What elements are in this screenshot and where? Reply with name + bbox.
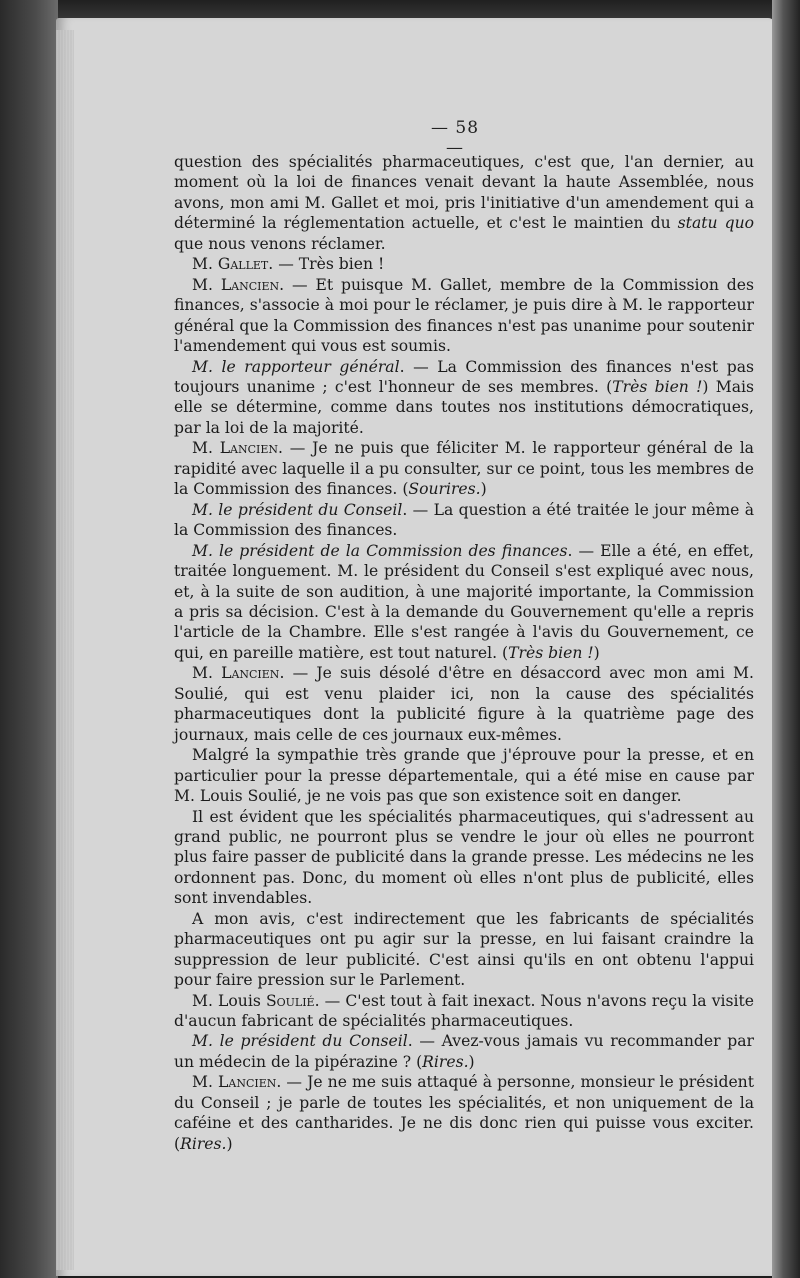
italic-text: M. le président de la Commission des finances [192,541,568,560]
speaker-name: Lancien [220,275,280,294]
text-run: ) [226,1134,233,1153]
text-run: que nous venons réclamer. [174,234,386,253]
paragraph [174,357,754,439]
paragraph [174,745,754,806]
italic-text: Très bien ! [612,377,703,396]
text-run: M. [192,439,220,458]
text-run: . — La Commission des finances n'est pas toujours unanime ; c'est l'honneur de ses membres. ( [174,357,754,396]
italic-text: statu quo [677,214,755,233]
italic-text: Sourires. [408,480,481,499]
speaker-name: Lancien [221,664,280,683]
text-run: M. [192,1073,219,1092]
book-spine-shadow [0,0,58,1278]
text-run: M. [192,664,222,683]
text-run: . — Avez-vous jamais vu recommander par un médecin de la pipérazine ? ( [174,1032,755,1071]
paragraph [174,991,754,1032]
text-run: M. [192,255,218,274]
italic-text: Rires. [422,1052,469,1071]
text-run: ) Mais elle se détermine, comme dans toutes nos institutions démocratiques, par la loi de la majorité. [174,377,754,437]
text-run: ) [593,643,600,662]
italic-text: Très bien ! [508,643,594,662]
paragraph [174,1031,754,1072]
paragraph [174,438,754,499]
paragraph [174,807,754,909]
text-run: . — Elle a été, en effet, traitée longuement. M. le président du Conseil s'est expliqué avec nous, et, à la suite de son audition, à une majorité importante, la Commission a pris sa décision. C'est à la demande du Gouvernement qu'elle a repris l'article de la Chambre. Elle s'est rangée à l'avis du Gouvernement, ce qui, en pareille matière, est tout naturel. ( [174,541,754,662]
text-run: M. [192,275,221,294]
text-run: . — Je ne puis que féliciter M. le rapporteur général de la rapidité avec laquelle il a pu consulter, sur ce point, tous les membres de la Commission des finances. ( [174,439,754,499]
text-run: A mon avis, c'est indirectement que les fabricants de spécialités pharmaceutiques ont pu agir sur la presse, en lui faisant craindre la suppression de leur publicité. C'est ainsi qu'ils en ont obtenu l'appui pour faire pression sur le Parlement. [174,909,754,990]
text-run: Malgré la sympathie très grande que j'éprouve pour la presse, et en particulier pour la presse départementale, qui a été mise en cause par M. Louis Soulié, je ne vois pas que son existence soit en danger. [174,746,754,806]
italic-text: M. le président du Conseil [192,1032,408,1051]
italic-text: M. le rapporteur général [192,357,400,376]
text-run: M. Louis [192,991,266,1010]
speaker-name: Lancien [219,439,279,458]
text-run: . — Je suis désolé d'être en désaccord avec mon ami M. Soulié, qui est venu plaider ici, non la cause des spécialités pharmaceutiques dont la publicité figure à la quatrième page des journaux, mais celle de ces journaux eux-mêmes. [174,664,754,744]
text-run: question des spécialités pharmaceutiques, c'est que, l'an dernier, au moment où la loi de finances venait devant la haute Assemblée, nous avons, mon ami M. Gallet et moi, pris l'initiative d'un amendement qui a déterminé la réglementation actuelle, et c'est le maintien du [174,153,754,233]
page-number: — 58 — [430,118,480,158]
page-stack-edges [56,30,74,1270]
text-run: . — Je ne me suis attaqué à personne, monsieur le président du Conseil ; je parle de toutes les spécialités, et non uniquement de la caféine et des cantharides. Je ne dis donc rien qui puisse vous exciter. ( [174,1073,754,1153]
paragraph [174,909,754,991]
speaker-name: Gallet [217,255,269,274]
text-run: ) [468,1052,475,1071]
paragraph [174,663,754,745]
paragraph [174,152,754,254]
paragraph [174,275,754,357]
paragraph [174,541,754,664]
paragraph [174,500,754,541]
text-run: . — Très bien ! [268,255,385,274]
italic-text: M. le président du Conseil [192,500,403,519]
text-run: . — La question a été traitée le jour même à la Commission des finances. [174,500,755,540]
text-run: . — Et puisque M. Gallet, membre de la Commission des finances, s'associe à moi pour le réclamer, je puis dire à M. le rapporteur général que la Commission des finances n'est pas unanime pour soutenir l'amendement qui vous est soumis. [174,275,754,356]
speaker-name: Lancien [218,1073,277,1092]
speaker-name: Soulié [265,991,315,1010]
text-run: Il est évident que les spécialités pharmaceutiques, qui s'adressent au grand public, ne pourront plus se vendre le jour où elles ne pourront plus faire passer de publicité dans la grande presse. Les médecins ne les ordonnent pas. Donc, du moment où elles n'ont plus de publicité, elles sont invendables. [174,807,754,908]
paragraph [174,1072,754,1154]
text-run: . — C'est tout à fait inexact. Nous n'avons reçu la visite d'aucun fabricant de spécialités pharmaceutiques. [174,991,754,1031]
scanner-background-right [772,0,800,1278]
body-text [174,152,754,1154]
italic-text: Rires. [180,1134,227,1153]
text-run: ) [480,480,487,499]
paragraph [174,254,754,274]
